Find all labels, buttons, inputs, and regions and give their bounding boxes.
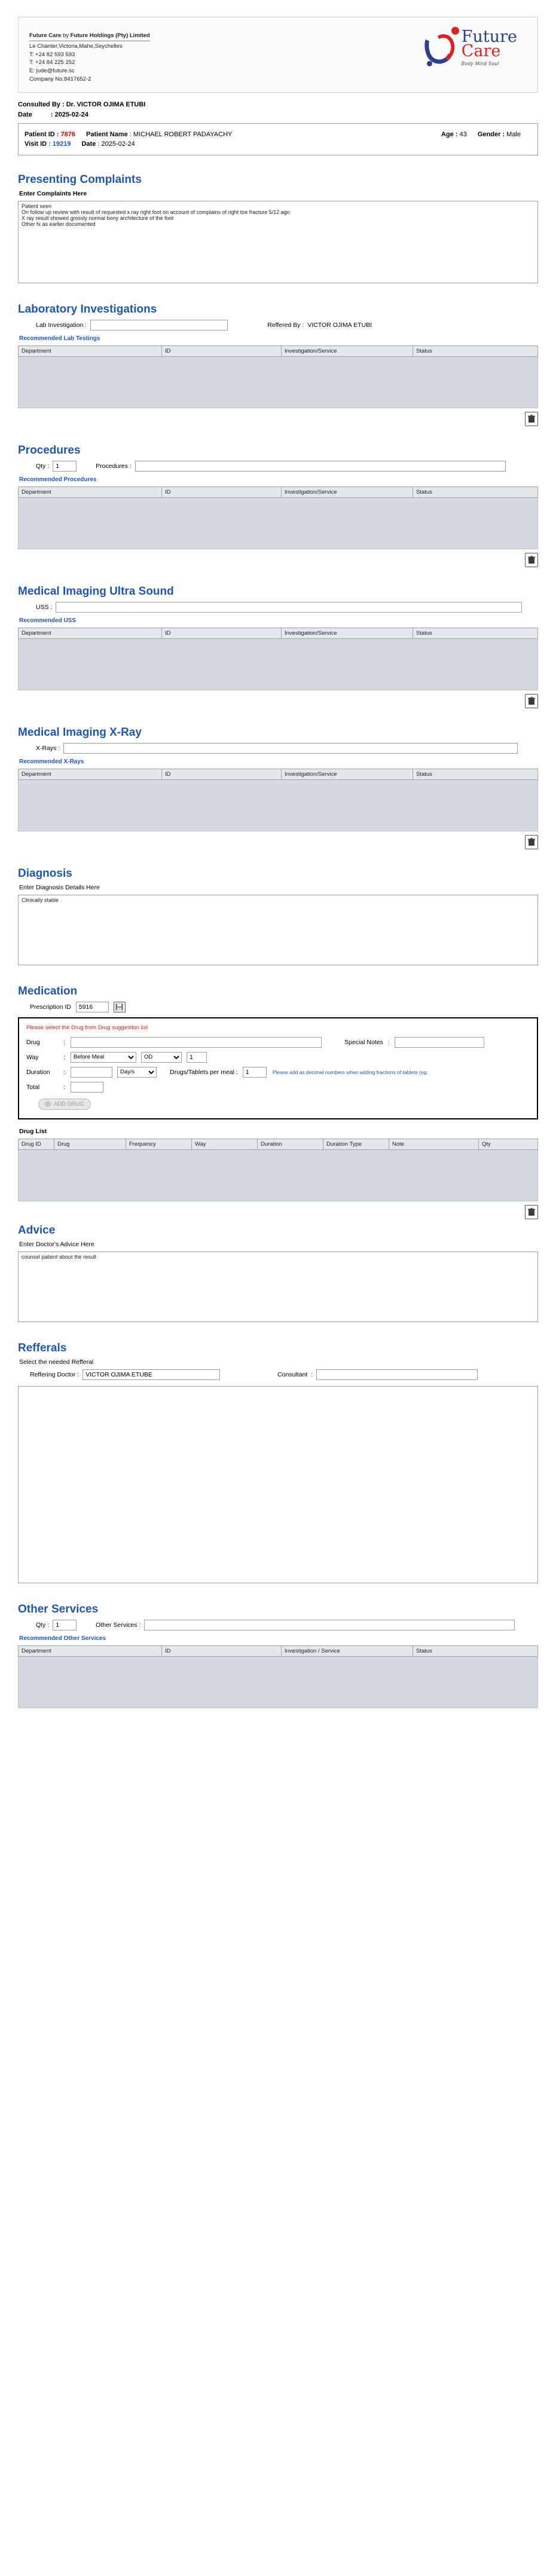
patient-id-value: 7876: [60, 130, 76, 138]
section-title-medication: Medication: [18, 984, 78, 998]
visit-id-label: Visit ID: [25, 140, 47, 148]
xray-table: [18, 769, 538, 831]
logo-text-line1: Future: [461, 27, 517, 46]
table-row: [19, 1656, 538, 1708]
doctor-name: VICTOR OJIMA ETUBI: [77, 100, 146, 108]
uss-input[interactable]: [56, 602, 522, 613]
trash-icon[interactable]: [525, 835, 538, 849]
other-services-input[interactable]: [144, 1620, 515, 1630]
table-row: [19, 779, 538, 831]
medication-way-row: [26, 1052, 530, 1063]
uss-col-id: ID: [162, 628, 282, 638]
duration-label: Duration: [26, 1068, 50, 1076]
other-services-qty-label: Qty :: [36, 1621, 50, 1629]
complaints-sub-label: Enter Complaints Here: [19, 189, 87, 197]
duration-input[interactable]: [71, 1067, 112, 1078]
section-title-lab: Laboratory Investigations: [18, 302, 157, 316]
lab-recommended-link[interactable]: Recommended Lab Testings: [19, 335, 100, 342]
table-row: [19, 638, 538, 690]
plus-icon: [45, 1101, 51, 1107]
clinic-logo: [383, 26, 527, 69]
clinic-tel-1: T: +24 82 593 593: [29, 51, 75, 58]
other-services-field-label: Other Services :: [96, 1621, 141, 1629]
visit-date-label: Date: [81, 140, 96, 148]
xray-col-service: Investigation/Service: [282, 769, 413, 779]
drug-col-qty: Qty: [479, 1139, 538, 1149]
clinic-holdings: Future Holdings (Pty) Limited: [70, 32, 150, 39]
consultant-input[interactable]: [316, 1369, 478, 1380]
decimal-note: Please add as decimal numbers when adding fractions of tablets (eg:: [272, 1069, 428, 1075]
clinic-company-line: [29, 32, 150, 41]
clinic-name-connector: by: [62, 32, 69, 39]
drug-list-label: Drug List: [19, 1127, 47, 1135]
patient-age-separator: :: [455, 130, 458, 138]
clinic-address: Le Chanter,Victoria,Mahe,Seychelles: [29, 42, 123, 50]
section-title-complaints: Presenting Complaints: [18, 173, 142, 186]
referring-doctor-label: Reffering Doctor :: [30, 1370, 80, 1378]
way-label: Way: [26, 1053, 39, 1061]
drug-col-duration-type: Duration Type: [323, 1139, 389, 1149]
special-notes-separator: :: [387, 1038, 390, 1046]
visit-id-separator: :: [48, 140, 51, 148]
uss-col-status: Status: [413, 628, 538, 638]
advice-sub-label: Enter Doctor's Advice Here: [19, 1240, 94, 1248]
table-header-row: [19, 628, 538, 638]
referring-doctor-input[interactable]: [83, 1369, 220, 1380]
add-drug-label: ADD DRUG: [54, 1100, 84, 1108]
table-row: [19, 356, 538, 408]
procedures-qty-label: Qty :: [36, 462, 50, 470]
trash-icon[interactable]: [525, 553, 538, 567]
patient-row-2: [25, 140, 531, 148]
section-title-other-services: Other Services: [18, 1602, 99, 1616]
xray-col-id: ID: [162, 769, 282, 779]
proc-col-status: Status: [413, 487, 538, 497]
doctor-prefix: Dr.: [66, 100, 75, 108]
patient-age-label: Age: [441, 130, 454, 138]
lab-col-department: Department: [19, 345, 162, 356]
lab-referred-by-value: VICTOR OJIMA ETUBI: [307, 321, 372, 329]
patient-name-separator: :: [129, 130, 132, 138]
section-title-advice: Advice: [18, 1223, 56, 1237]
patient-id-separator: :: [56, 130, 59, 138]
trash-icon[interactable]: [525, 1205, 538, 1219]
table-header-row: [19, 1645, 538, 1656]
logo-swoosh-icon: [422, 26, 459, 69]
lab-col-status: Status: [413, 345, 538, 356]
lab-results-table: [18, 345, 538, 408]
special-notes-input[interactable]: [395, 1037, 484, 1048]
add-drug-button[interactable]: [38, 1099, 91, 1110]
visit-date-separator: :: [97, 140, 100, 148]
consult-date-row: [18, 111, 538, 118]
xray-col-status: Status: [413, 769, 538, 779]
visit-date-value: 2025-02-24: [101, 140, 135, 148]
patient-info-panel: [18, 123, 538, 155]
referrals-sub-label: Select the needed Refferal: [19, 1358, 94, 1366]
uss-col-service: Investigation/Service: [282, 628, 413, 638]
medication-drug-row: [26, 1037, 530, 1048]
consult-date-separator: :: [50, 111, 53, 118]
table-row: [19, 497, 538, 549]
table-header-row: [19, 769, 538, 779]
xray-field-label: X-Rays :: [36, 744, 60, 752]
drugs-per-meal-label: Drugs/Tablets per meal :: [170, 1068, 238, 1076]
drug-col-drug: Drug: [54, 1139, 126, 1149]
way-select[interactable]: [71, 1052, 136, 1063]
frequency-select[interactable]: [141, 1052, 182, 1063]
consultant-label: Consultant: [277, 1370, 308, 1378]
other-services-table: [18, 1645, 538, 1708]
drug-col-id: Drug ID: [19, 1139, 54, 1149]
drug-separator: :: [63, 1038, 65, 1046]
os-col-id: ID: [162, 1645, 282, 1656]
other-services-recommended-link[interactable]: Recommended Other Services: [19, 1635, 106, 1642]
trash-icon[interactable]: [525, 412, 538, 426]
clinic-company-no: Company No.8417652-2: [29, 75, 91, 82]
trash-icon[interactable]: [525, 694, 538, 708]
way-separator: :: [63, 1053, 65, 1061]
prescription-page: [0, 17, 556, 1732]
advice-textarea[interactable]: [18, 1252, 538, 1322]
consulted-by-separator: :: [62, 100, 65, 108]
prescription-id-input[interactable]: [76, 1002, 109, 1012]
procedures-field-label: Procedures :: [96, 462, 132, 470]
consult-date-value: 2025-02-24: [54, 111, 88, 118]
medication-duration-row: [26, 1067, 530, 1078]
section-title-xray: Medical Imaging X-Ray: [18, 726, 142, 739]
total-separator: :: [63, 1083, 65, 1091]
consult-date-label: Date: [18, 111, 32, 118]
logo-tagline: Body Mind Soul: [461, 60, 499, 66]
lab-investigation-input[interactable]: [90, 320, 228, 331]
procedures-qty-input[interactable]: [53, 461, 77, 472]
uss-table: [18, 628, 538, 690]
drug-col-way: Way: [192, 1139, 258, 1149]
os-col-service: Investigation / Service: [282, 1645, 413, 1656]
patient-name-value: MICHAEL ROBERT PADAYACHY: [133, 130, 233, 138]
duration-separator: :: [63, 1068, 65, 1076]
section-title-procedures: Procedures: [18, 443, 81, 457]
special-notes-label: Special Notes: [344, 1038, 383, 1046]
clinic-address-block: [29, 26, 150, 84]
xray-recommended-link[interactable]: Recommended X-Rays: [19, 758, 84, 765]
procedures-input[interactable]: [135, 461, 506, 472]
proc-col-service: Investigation/Service: [282, 487, 413, 497]
table-header-row: [19, 487, 538, 497]
save-icon[interactable]: [114, 1002, 126, 1012]
clinic-email: E: jude@future.sc: [29, 68, 75, 75]
os-col-status: Status: [413, 1645, 538, 1656]
procedures-table: [18, 487, 538, 549]
clinic-header: [18, 17, 538, 93]
patient-id-label: Patient ID: [25, 130, 55, 138]
uss-col-department: Department: [19, 628, 162, 638]
prescription-id-label: Prescription ID: [30, 1003, 71, 1011]
total-label: Total: [26, 1083, 40, 1091]
xray-input[interactable]: [63, 743, 518, 754]
total-input[interactable]: [71, 1082, 103, 1093]
drug-input[interactable]: [71, 1037, 322, 1048]
consulted-by-label: Consulted By: [18, 100, 60, 108]
drug-col-duration: Duration: [258, 1139, 323, 1149]
drug-col-frequency: Frequency: [126, 1139, 192, 1149]
proc-col-id: ID: [162, 487, 282, 497]
referrals-panel[interactable]: [18, 1386, 538, 1583]
medication-warning: Please select the Drug from Drug suggestion list: [26, 1024, 148, 1031]
patient-gender-separator: :: [502, 130, 505, 138]
clinic-name: Future Care: [29, 32, 62, 39]
other-services-qty-input[interactable]: [53, 1620, 77, 1630]
medication-total-row: [26, 1082, 530, 1093]
complaints-textarea[interactable]: [18, 201, 538, 283]
procedures-recommended-link[interactable]: Recommended Procedures: [19, 476, 97, 483]
table-header-row: [19, 345, 538, 356]
logo-text-line2: Care: [461, 41, 501, 60]
section-title-diagnosis: Diagnosis: [18, 867, 72, 880]
table-row: [19, 1149, 538, 1201]
drug-label: Drug: [26, 1038, 40, 1046]
proc-col-department: Department: [19, 487, 162, 497]
patient-age-value: 43: [459, 130, 467, 138]
medication-entry-panel: [18, 1017, 538, 1119]
visit-id-value: 19219: [52, 140, 71, 148]
duration-unit-select[interactable]: [117, 1067, 157, 1078]
drug-list-table: [18, 1139, 538, 1201]
xray-col-department: Department: [19, 769, 162, 779]
lab-col-id: ID: [162, 345, 282, 356]
way-qty-input[interactable]: [187, 1052, 207, 1063]
drugs-per-meal-input[interactable]: [243, 1067, 267, 1078]
consulted-by-row: [18, 101, 538, 108]
patient-name-label: Patient Name: [86, 130, 128, 138]
uss-recommended-link[interactable]: Recommended USS: [19, 617, 77, 624]
consultation-info: [18, 101, 538, 118]
patient-row-1: [25, 131, 531, 138]
lab-investigation-label: Lab Investigation :: [36, 321, 87, 329]
diagnosis-textarea[interactable]: [18, 895, 538, 965]
section-title-ultrasound: Medical Imaging Ultra Sound: [18, 585, 174, 598]
patient-gender-value: Male: [506, 130, 521, 138]
lab-col-service: Investigation/Service: [282, 345, 413, 356]
uss-field-label: USS :: [36, 603, 53, 611]
diagnosis-sub-label: Enter Diagnosis Details Here: [19, 883, 100, 891]
patient-gender-label: Gender: [477, 130, 501, 138]
table-header-row: [19, 1139, 538, 1149]
lab-referred-by-label: Reffered By :: [267, 321, 304, 329]
section-title-referrals: Refferals: [18, 1341, 67, 1354]
drug-col-note: Note: [389, 1139, 479, 1149]
clinic-tel-2: T: +24 84 225 252: [29, 59, 75, 66]
os-col-department: Department: [19, 1645, 162, 1656]
consultant-separator: :: [311, 1370, 313, 1378]
